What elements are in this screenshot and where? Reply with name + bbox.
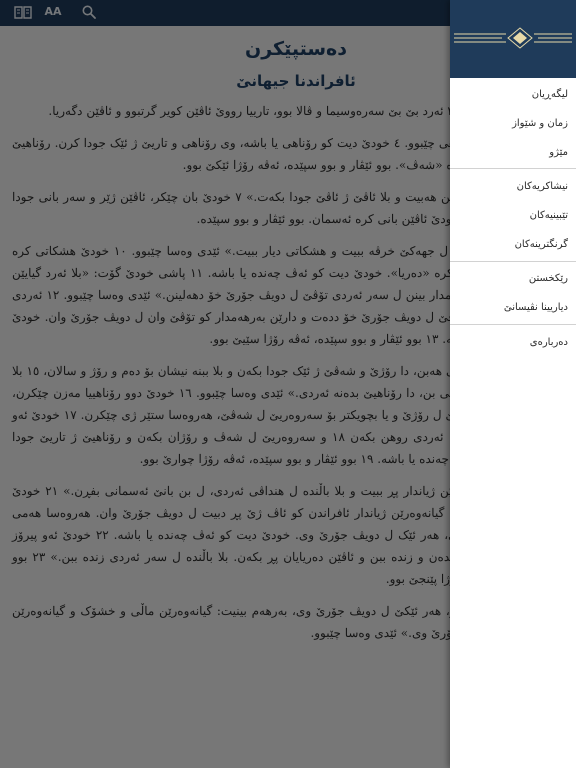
menu-item-highlights[interactable]: گرنگترینەکان (514, 239, 568, 250)
menu-item-bookmarks[interactable]: نیشاکریەکان (516, 181, 568, 192)
menu-item-about[interactable]: دەربارەی (529, 337, 568, 348)
menu-divider (450, 261, 576, 262)
menu-item-search[interactable]: لیگەڕیان (531, 89, 568, 100)
menu-item-language[interactable]: زمان و شێواز (512, 118, 568, 129)
menu-item-history[interactable]: مێژو (549, 147, 568, 158)
menu-item-text-display[interactable]: دیاریینا نڤیسانێ (503, 302, 568, 313)
ornament-icon (450, 0, 576, 78)
menu-item-notes[interactable]: تێبینیەکان (529, 210, 568, 221)
menu-item-settings[interactable]: رێکخستن (528, 273, 568, 284)
menu-header (450, 0, 576, 78)
menu-divider (450, 324, 576, 325)
menu-divider (450, 168, 576, 169)
side-menu (450, 0, 576, 768)
